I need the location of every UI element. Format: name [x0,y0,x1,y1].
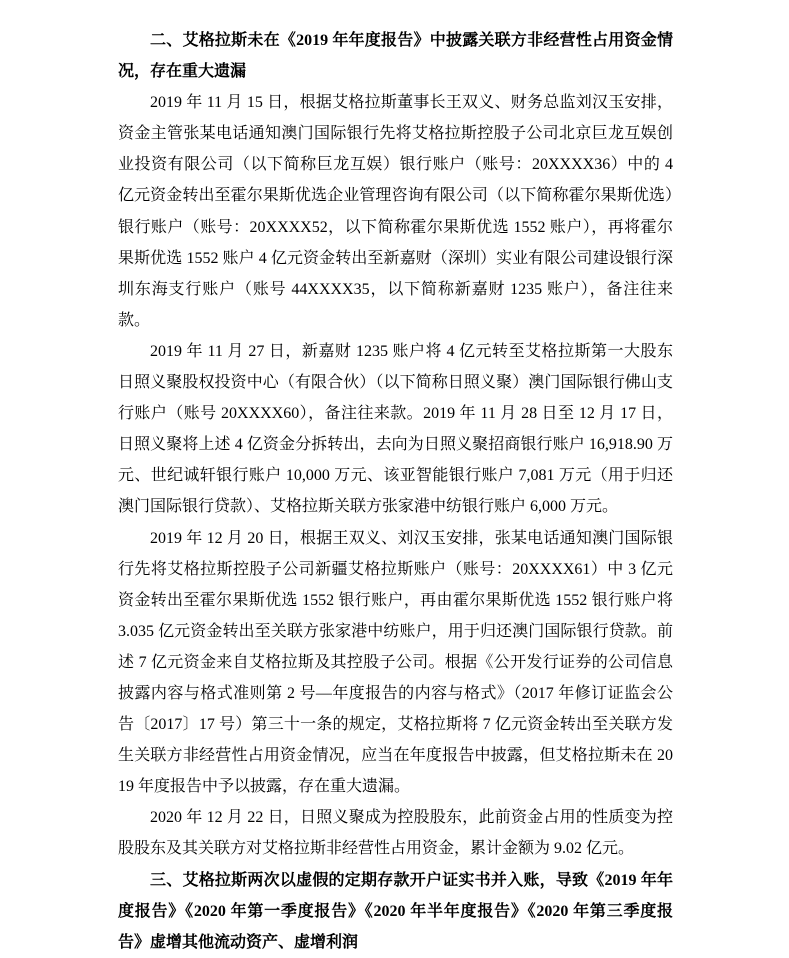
paragraph-fund-transfer-2019-11-15: 2019 年 11 月 15 日，根据艾格拉斯董事长王双义、财务总监刘汉玉安排，资金主管张某电话通知澳门国际银行先将艾格拉斯控股子公司北京巨龙互娱创业投资有限公司（以下简称巨龙互娱）银行账户（账号：20XXXX36）中的 4 亿元资金转出至霍尔果斯优选企业管理咨询有限公司（以下简称霍尔果斯优选）银行账户（账号：20XXXX52，以下简称霍尔果斯优选 1552 账户），再将霍尔果斯优选 1552 账户 4 亿元资金转出至新嘉财（深圳）实业有限公司建设银行深圳东海支行账户（账号 44XXXX35，以下简称新嘉财 1235 账户），备注往来款。 [118,94,673,329]
paragraph-fund-transfer-2019-11-27: 2019 年 11 月 27 日，新嘉财 1235 账户将 4 亿元转至艾格拉斯第一大股东日照义聚股权投资中心（有限合伙）（以下简称日照义聚）澳门国际银行佛山支行账户（账号 20XXXX60），备注往来款。2019 年 11 月 28 日至 12 月 17 日，日照义聚将上述 4 亿资金分拆转出，去向为日照义聚招商银行账户 16,918.90 万元、世纪诚轩银行账户 10,000 万元、该亚智能银行账户 7,081 万元（用于归还澳门国际银行贷款）、艾格拉斯关联方张家港中纺银行账户 6,000 万元。 [118,342,673,516]
section-heading-2: 二、艾格拉斯未在《2019 年年度报告》中披露关联方非经营性占用资金情况，存在重大遗漏 [118,32,673,81]
paragraph-controlling-shareholder-2020-12-22: 2020 年 12 月 22 日，日照义聚成为控股股东，此前资金占用的性质变为控股股东及其关联方对艾格拉斯非经营性占用资金，累计金额为 9.02 亿元。 [118,809,673,858]
paragraph-fund-transfer-2019-12-20: 2019 年 12 月 20 日，根据王双义、刘汉玉安排，张某电话通知澳门国际银行先将艾格拉斯控股子公司新疆艾格拉斯账户（账号：20XXXX61）中 3 亿元资金转出至霍尔果斯优选 1552 银行账户，再由霍尔果斯优选 1552 银行账户将 3.035 亿元资金转出至关联方张家港中纺账户，用于归还澳门国际银行贷款。前述 7 亿元资金来自艾格拉斯及其控股子公司。根据《公开发行证券的公司信息披露内容与格式准则第 2 号—年度报告的内容与格式》（2017 年修订证监会公告〔2017〕17 号）第三十一条的规定，艾格拉斯将 7 亿元资金转出至关联方发生关联方非经营性占用资金情况，应当在年度报告中披露，但艾格拉斯未在 2019 年度报告中予以披露，存在重大遗漏。 [118,529,673,796]
document-content [118,25,673,958]
section-heading-3: 三、艾格拉斯两次以虚假的定期存款开户证实书并入账，导致《2019 年年度报告》《2020 年第一季度报告》《2020 年半年度报告》《2020 年第三季度报告》虚增其他流动资产、虚增利润 [118,871,673,951]
